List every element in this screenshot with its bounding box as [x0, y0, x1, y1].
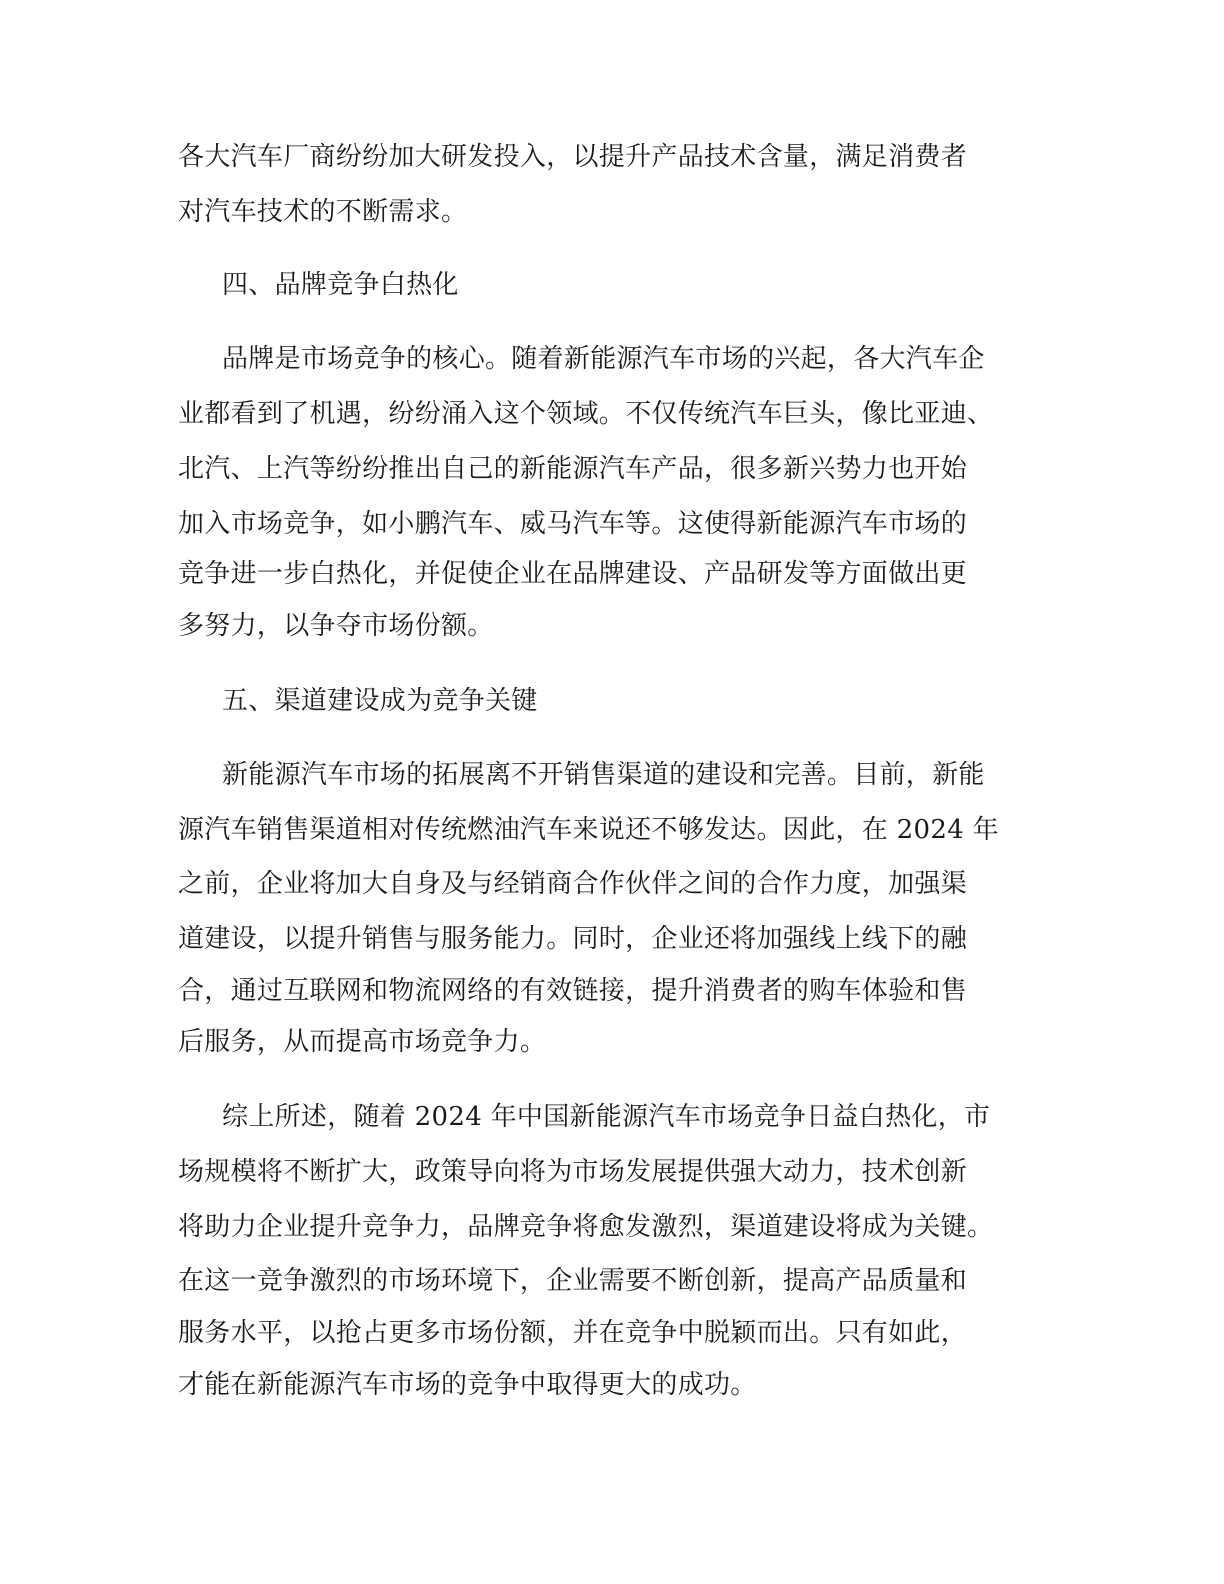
body-text-line: 道建设，以提升销售与服务能力。同时，企业还将加强线上线下的融 [178, 924, 968, 954]
body-text-line: 北汽、上汽等纷纷推出自己的新能源汽车产品，很多新兴势力也开始 [178, 454, 968, 484]
body-text-line: 才能在新能源汽车市场的竞争中取得更大的成功。 [178, 1370, 757, 1400]
section-heading: 五、渠道建设成为竞争关键 [222, 686, 538, 716]
body-text-line: 业都看到了机遇，纷纷涌入这个领域。不仅传统汽车巨头，像比亚迪、 [178, 399, 994, 429]
body-text-line: 在这一竞争激烈的市场环境下，企业需要不断创新，提高产品质量和 [178, 1266, 968, 1296]
body-text-line: 之前，企业将加大自身及与经销商合作伙伴之间的合作力度，加强渠 [178, 869, 968, 899]
body-text-line: 多努力，以争夺市场份额。 [178, 611, 494, 641]
body-text-line: 源汽车销售渠道相对传统燃油汽车来说还不够发达。因此，在 2024 年 [178, 815, 999, 845]
body-text-line: 服务水平，以抢占更多市场份额，并在竞争中脱颖而出。只有如此， [178, 1318, 968, 1348]
body-text-line: 加入市场竞争，如小鹏汽车、威马汽车等。这使得新能源汽车市场的 [178, 509, 968, 539]
section-heading: 四、品牌竞争白热化 [222, 270, 459, 300]
body-text-line: 场规模将不断扩大，政策导向将为市场发展提供强大动力，技术创新 [178, 1157, 968, 1187]
body-text-line: 各大汽车厂商纷纷加大研发投入，以提升产品技术含量，满足消费者 [178, 142, 968, 172]
body-text-line: 将助力企业提升竞争力，品牌竞争将愈发激烈，渠道建设将成为关键。 [178, 1212, 994, 1242]
body-text-line: 竞争进一步白热化，并促使企业在品牌建设、产品研发等方面做出更 [178, 559, 968, 589]
body-text-line: 品牌是市场竞争的核心。随着新能源汽车市场的兴起，各大汽车企 [222, 344, 985, 374]
body-text-line: 新能源汽车市场的拓展离不开销售渠道的建设和完善。目前，新能 [222, 760, 985, 790]
body-text-line: 合，通过互联网和物流网络的有效链接，提升消费者的购车体验和售 [178, 976, 968, 1006]
body-text-line: 对汽车技术的不断需求。 [178, 197, 468, 227]
body-text-line: 综上所述，随着 2024 年中国新能源汽车市场竞争日益白热化，市 [222, 1102, 991, 1132]
body-text-line: 后服务，从而提高市场竞争力。 [178, 1027, 547, 1057]
